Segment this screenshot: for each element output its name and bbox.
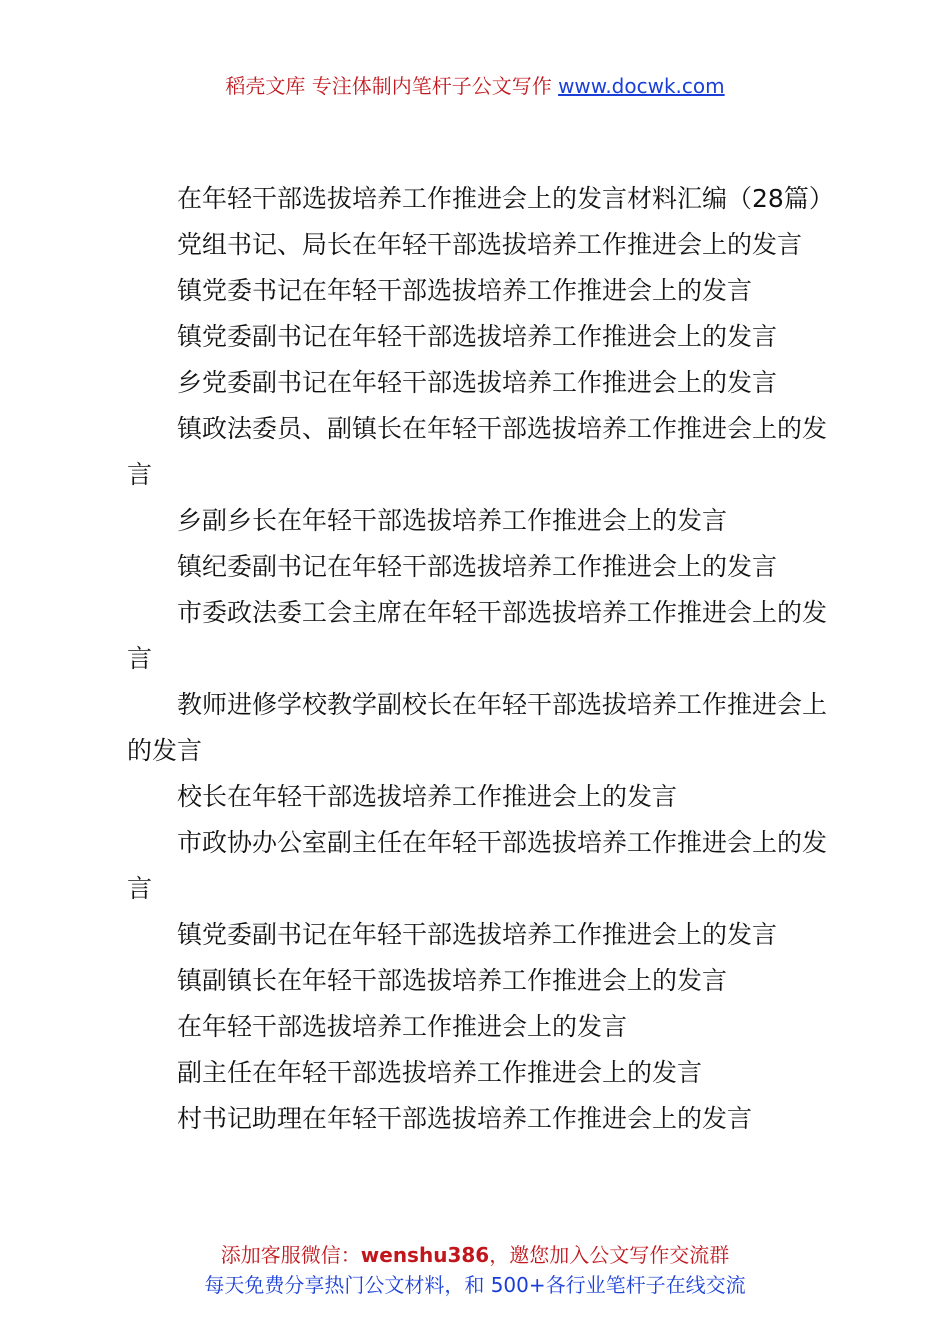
site-header	[0, 70, 950, 99]
list-item: 镇党委副书记在年轻干部选拔培养工作推进会上的发言	[177, 920, 778, 949]
list-item: 党组书记、局长在年轻干部选拔培养工作推进会上的发言	[177, 230, 803, 259]
list-item: 教师进修学校教学副校长在年轻干部选拔培养工作推进会上的发言	[127, 690, 828, 765]
list-item: 副主任在年轻干部选拔培养工作推进会上的发言	[177, 1058, 703, 1087]
list-item: 市政协办公室副主任在年轻干部选拔培养工作推进会上的发言	[127, 828, 828, 903]
list-item: 镇党委副书记在年轻干部选拔培养工作推进会上的发言	[177, 322, 778, 351]
site-link[interactable]: www.docwk.com	[558, 74, 725, 98]
list-item: 在年轻干部选拔培养工作推进会上的发言	[177, 1012, 628, 1041]
header-slogan: 稻壳文库 专注体制内笔杆子公文写作	[225, 74, 559, 98]
promo-footer	[0, 1240, 950, 1300]
list-item: 镇党委书记在年轻干部选拔培养工作推进会上的发言	[177, 276, 753, 305]
list-item: 市委政法委工会主席在年轻干部选拔培养工作推进会上的发言	[127, 598, 828, 673]
wechat-id: wenshu386	[360, 1243, 490, 1267]
list-item: 乡党委副书记在年轻干部选拔培养工作推进会上的发言	[177, 368, 778, 397]
list-item: 镇政法委员、副镇长在年轻干部选拔培养工作推进会上的发言	[127, 414, 828, 489]
list-item: 镇纪委副书记在年轻干部选拔培养工作推进会上的发言	[177, 552, 778, 581]
footer-suffix: ，邀您加入公文写作交流群	[489, 1243, 730, 1267]
footer-line-1	[0, 1240, 950, 1270]
list-item: 镇副镇长在年轻干部选拔培养工作推进会上的发言	[177, 966, 728, 995]
list-item: 村书记助理在年轻干部选拔培养工作推进会上的发言	[177, 1104, 753, 1133]
list-item: 校长在年轻干部选拔培养工作推进会上的发言	[177, 782, 678, 811]
list-item: 乡副乡长在年轻干部选拔培养工作推进会上的发言	[177, 506, 728, 535]
footer-prefix: 添加客服微信：	[220, 1243, 361, 1267]
document-title: 在年轻干部选拔培养工作推进会上的发言材料汇编（28篇）	[177, 184, 834, 213]
footer-line-2: 每天免费分享热门公文材料，和 500+各行业笔杆子在线交流	[204, 1273, 746, 1297]
document-body	[127, 176, 834, 1142]
